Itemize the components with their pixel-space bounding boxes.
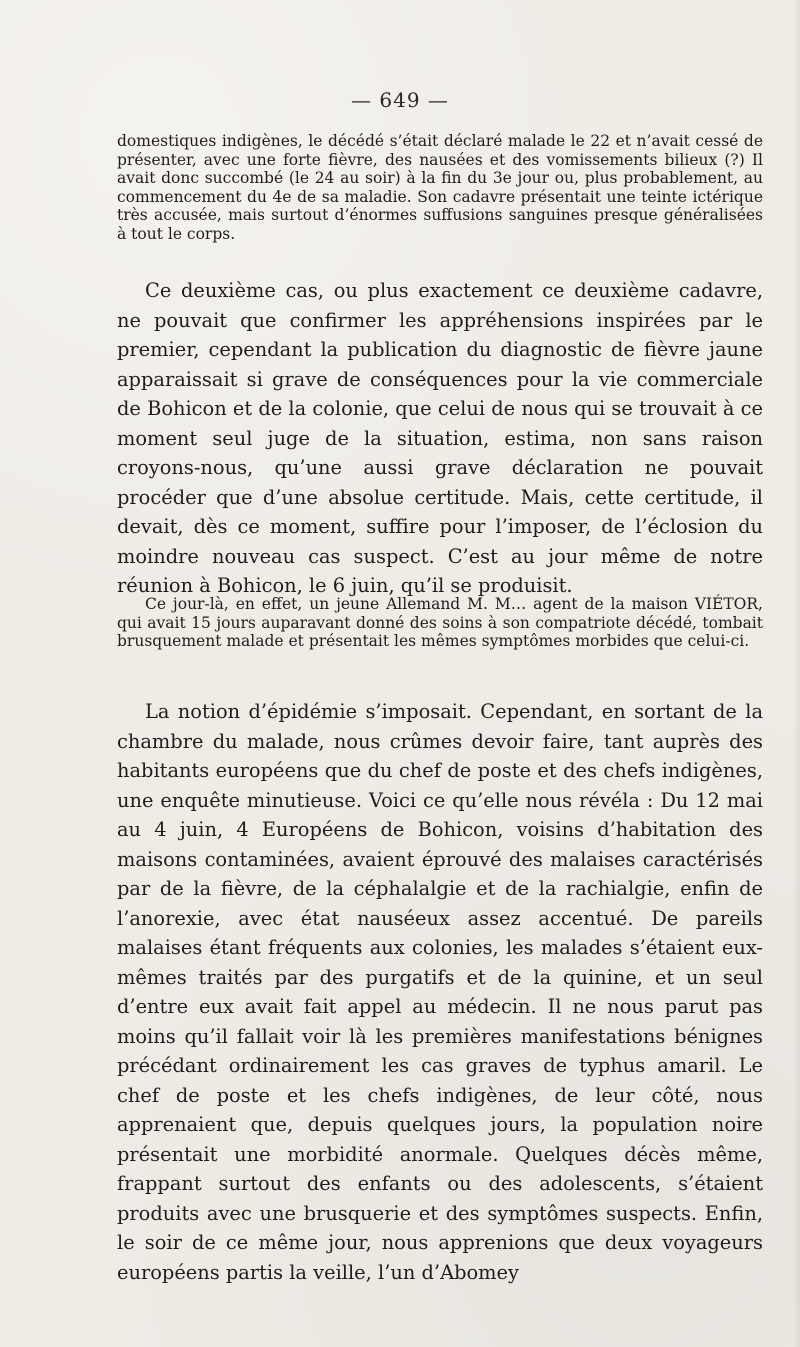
- scan-edge-shadow: [792, 0, 800, 1347]
- page-number: — 649 —: [351, 88, 449, 112]
- paragraph-4: La notion d’épidémie s’imposait. Cependant, en sortant de la chambre du malade, nous crûmes devoir faire, tant auprès des habitants européens que du chef de poste et des chefs indigènes, une enquête minutieuse. Voici ce qu’elle nous révéla : Du 12 mai au 4 juin, 4 Européens de Bohicon, voisins d’habitation des maisons contaminées, avaient éprouvé des malaises caractérisés par de la fièvre, de la céphalalgie et de la rachialgie, enfin de l’anorexie, avec état nauséeux assez accentué. De pareils malaises étant fréquents aux colonies, les malades s’étaient eux-mêmes traités par des purgatifs et de la quinine, et un seul d’entre eux avait fait appel au médecin. Il ne nous parut pas moins qu’il fallait voir là les premières manifestations bénignes précédant ordinairement les cas graves de typhus amaril. Le chef de poste et les chefs indigènes, de leur côté, nous apprenaient que, depuis quelques jours, la population noire présentait une morbidité anormale. Quelques décès même, frappant surtout des enfants ou des adolescents, s’étaient produits avec une brusquerie et des symptômes suspects. Enfin, le soir de ce même jour, nous apprenions que deux voyageurs européens partis la veille, l’un d’Abomey: [117, 700, 763, 1284]
- paragraph-1: domestiques indigènes, le décédé s’était déclaré malade le 22 et n’avait cessé de présenter, avec une forte fièvre, des nausées et des vomissements bilieux (?) Il avait donc succombé (le 24 au soir) à la fin du 3e jour ou, plus probablement, au commencement du 4e de sa maladie. Son cadavre présentait une teinte ictérique très accusée, mais surtout d’énormes suffusions sanguines presque généralisées à tout le corps.: [117, 132, 763, 243]
- paragraph-3: Ce jour-là, en effet, un jeune Allemand M. M… agent de la maison VIÉTOR, qui avait 15 jours auparavant donné des soins à son compatriote décédé, tombait brusquement malade et présentait les mêmes symptômes morbides que celui-ci.: [117, 595, 763, 651]
- paragraph-2: Ce deuxième cas, ou plus exactement ce deuxième cadavre, ne pouvait que confirmer les appréhensions inspirées par le premier, cependant la publication du diagnostic de fièvre jaune apparaissait si grave de conséquences pour la vie commerciale de Bohicon et de la colonie, que celui de nous qui se trouvait à ce moment seul juge de la situation, estima, non sans raison croyons-nous, qu’une aussi grave déclaration ne pouvait procéder que d’une absolue certitude. Mais, cette certitude, il devait, dès ce moment, suffire pour l’imposer, de l’éclosion du moindre nouveau cas suspect. C’est au jour même de notre réunion à Bohicon, le 6 juin, qu’il se produisit.: [117, 279, 763, 597]
